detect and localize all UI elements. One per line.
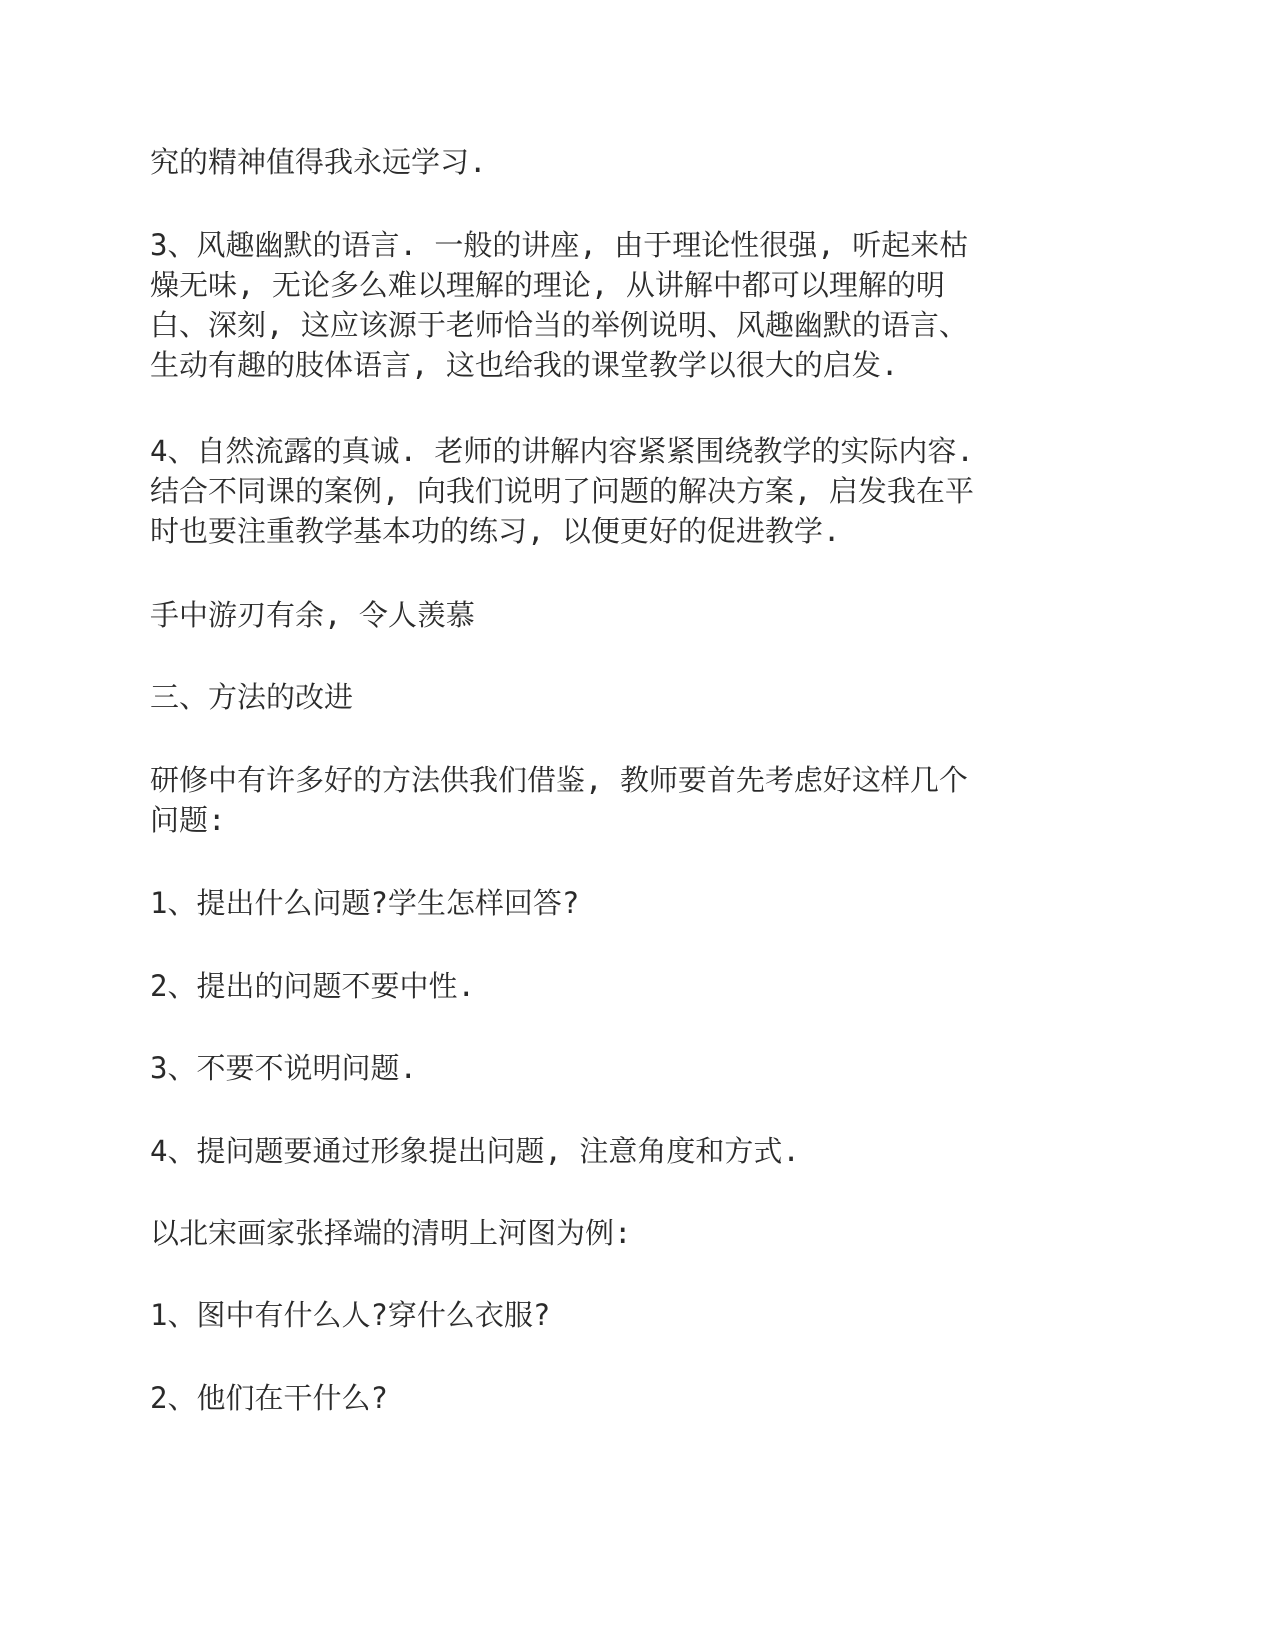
text-line: 4、提问题要通过形象提出问题, 注意角度和方式. <box>150 1134 800 1168</box>
list-item <box>150 1131 1090 1171</box>
paragraph-continuation <box>150 142 1090 182</box>
text-line: 问题: <box>150 803 226 837</box>
list-item <box>150 1048 1090 1088</box>
list-item <box>150 966 1090 1006</box>
text-line: 三、方法的改进 <box>150 680 354 714</box>
paragraph-intro <box>150 760 1090 840</box>
text-line: 3、风趣幽默的语言. 一般的讲座, 由于理论性很强, 听起来枯 <box>150 228 969 262</box>
list-item <box>150 1378 1090 1418</box>
example-intro <box>150 1213 1090 1253</box>
text-line: 以北宋画家张择端的清明上河图为例: <box>150 1216 632 1250</box>
text-line: 3、不要不说明问题. <box>150 1051 417 1085</box>
text-line: 2、提出的问题不要中性. <box>150 969 475 1003</box>
text-line: 2、他们在干什么? <box>150 1381 388 1415</box>
text-line: 结合不同课的案例, 向我们说明了问题的解决方案, 启发我在平 <box>150 474 974 508</box>
text-line: 研修中有许多好的方法供我们借鉴, 教师要首先考虑好这样几个 <box>150 763 968 797</box>
text-line: 生动有趣的肢体语言, 这也给我的课堂教学以很大的启发. <box>150 348 899 382</box>
paragraph-point-3 <box>150 225 1090 385</box>
text-line: 1、图中有什么人?穿什么衣服? <box>150 1298 551 1332</box>
text-line: 时也要注重教学基本功的练习, 以便更好的促进教学. <box>150 514 841 548</box>
text-line: 4、自然流露的真诚. 老师的讲解内容紧紧围绕教学的实际内容. <box>150 434 974 468</box>
text-line: 究的精神值得我永远学习. <box>150 145 487 179</box>
text-line: 手中游刃有余, 令人羡慕 <box>150 598 475 632</box>
list-item <box>150 1295 1090 1335</box>
section-heading <box>150 677 1090 717</box>
paragraph-point-4 <box>150 431 1090 551</box>
text-line: 燥无味, 无论多么难以理解的理论, 从讲解中都可以理解的明 <box>150 268 945 302</box>
paragraph-summary <box>150 595 1090 635</box>
text-line: 1、提出什么问题?学生怎样回答? <box>150 886 580 920</box>
text-line: 白、深刻, 这应该源于老师恰当的举例说明、风趣幽默的语言、 <box>150 308 968 342</box>
list-item <box>150 883 1090 923</box>
